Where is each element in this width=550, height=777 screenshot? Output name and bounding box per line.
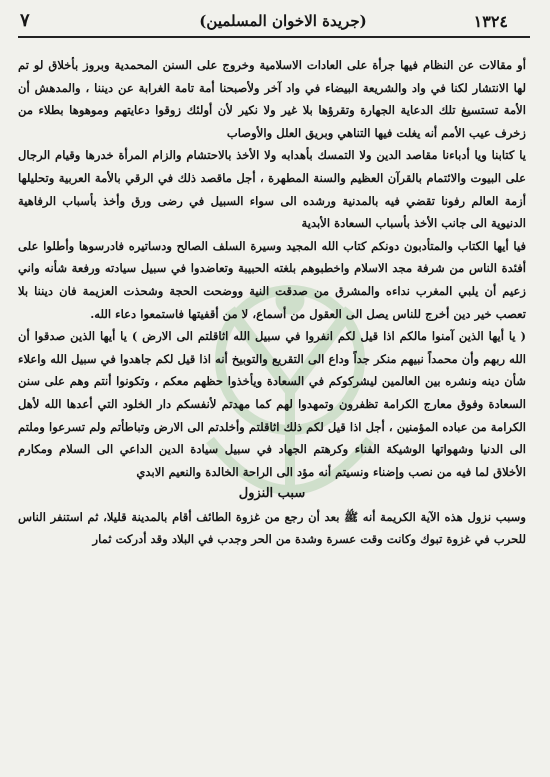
paragraph: أو مقالات عن النظام فيها جرأة على العادات الاسلامية وخروج على السنن المحمدية وبروز بأخلاق لو تم لها الانتشار لكنا في واد والشريعة البيضاء في واد آخر ولأصبحنا أمة تامة الغرابة عن ديننا ، والمدهش أن الأمة تستسيغ تلك الدعاية الجهارة وتقرؤها بلا غير ولا نكير لأن أولئك زوقوا دعايتهم وموهوها بطلاء من زخرف عيب الأمم أنه يغلت فيها التناهي وبريق العلل والأوصاب [18,58,526,140]
issue-number: ١٣٢٤ [473,12,508,31]
paragraph: يا كتابنا ويا أدباءنا مقاصد الدين ولا التمسك بأهدابه ولا الأخذ بالاحتشام والزام المرأة خدرها وقيام الرجال على البيوت والائتمام بالقرآن العظيم والسنة المطهرة ، أجل ماقصد ذلك في الرقي بالأمة العربية وتحليلها أزمة العالم رفونا تقضي فيه بالمدنية ورشده الى سواء السبيل في رضى ورق وأخذ بأسباب الرفاهية الدنيوية الى جانب الأخذ بأسباب السعادة الأبدية [18,148,526,231]
section-heading: سبب النزول [238,486,306,502]
newspaper-title: (جريدة الاخوان المسلمين) [199,12,367,30]
article-body [18,54,526,551]
paragraph: وسبب نزول هذه الآية الكريمة أنه ﷺ بعد أن رجع من غزوة الطائف أقام بالمدينة قليلا، ثم استنفر الناس للحرب في غزوة تبوك وكانت وقت عسرة وشدة من الحر وجدب في البلاد وقد أدركت ثمار [18,509,526,547]
quranic-verse-paragraph: ( يا أيها الذين آمنوا مالكم اذا قيل لكم انفروا في سبيل الله اثاقلتم الى الارض ) يا أيها الذين صدقوا أن الله ربهم وأن محمداً نبيهم منكر جداً وداع الى التقريع والتوبيخ أنه اذا قيل لكم جاهدوا في سبيل الله واعلاء شأن دينه ونشره بين العالمين ليشركوكم في السعادة ويأخذوا حظهم معكم ، وتكونوا أنتم وهم على سنن السعادة وفوق معارج الكرامة تظفرون وتمهدوا لهم كما مهدتم لأنفسكم دار الخلود التي أعدها الله لأهل الكرامة من عباده المؤمنين ، أجل اذا قيل لكم ذلك اثاقلتم وأخلدتم الى الارض وتباطأتم ولم تسرعوا وملتم الى الدنيا وشهواتها الوشيكة الفناء وكرهتم الجهاد في سبيل سيادة الدين الداعي الى السلام ومكارم الأخلاق لما فيه من نصب وإضناء ونسيتم أنه مؤد الى الراحة الخالدة والنعيم الابدي [18,329,526,479]
page-number: ٧ [20,10,30,31]
header-rule [18,36,530,38]
paragraph: فيا أيها الكتاب والمتأدبون دونكم كتاب الله المجيد وسيرة السلف الصالح ودساتيره فادرسوها وأطلوا على أفئدة الناس من شرفة مجد الاسلام واخطبوهم بلغته الحبيبة وتعاضدوا في سبيل سيادته ورفعة شأنه واني زعيم أن يلبي المغرب نداءه والمشرق من صدقت النية ووضحت الحجة وشحذت العزيمة فان ديننا بلا تعصب خير دين أخرج للناس يصل الى العقول من أسماع، لا من أقفيتها فاستمعوا دعاء الله. [18,238,526,321]
